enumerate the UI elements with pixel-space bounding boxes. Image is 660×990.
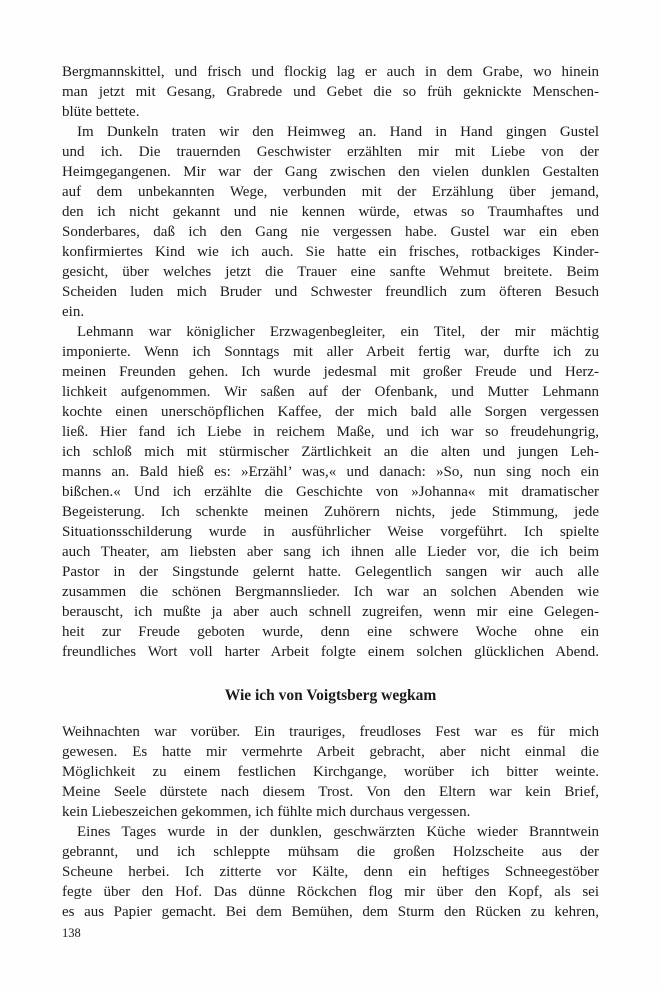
- text-line: fegte über den Hof. Das dünne Röckchen flog mir über den Kopf, als sei: [62, 884, 599, 900]
- text-line: Scheune herbei. Ich zitterte vor Kälte, denn ein heftiges Schneegestöber: [62, 864, 599, 880]
- text-line: Meine Seele dürstete nach diesem Trost. Von den Eltern war kein Brief,: [62, 784, 599, 800]
- page-number: 138: [62, 926, 81, 940]
- text-line: kochte einen unerschöpflichen Kaffee, der mich bald alle Sorgen vergessen: [62, 404, 599, 420]
- text-line: Heimgegangenen. Mir war der Gang zwischen den vielen dunklen Gestalten: [62, 164, 599, 180]
- section-heading: Wie ich von Voigtsberg wegkam: [224, 687, 437, 704]
- text-line: man jetzt mit Gesang, Grabrede und Gebet die so früh geknickte Menschen-: [62, 84, 599, 100]
- text-line: Eines Tages wurde in der dunklen, geschwärzten Küche wieder Branntwein: [77, 824, 599, 840]
- text-line: Möglichkeit zu einem festlichen Kirchgange, worüber ich bitter weinte.: [62, 764, 599, 780]
- text-line: meinen Freunden gehen. Ich wurde jedesmal mit großer Freude und Herz-: [62, 364, 599, 380]
- page-text: [62, 62, 599, 922]
- text-line: Situationsschilderung wurde in ausführlicher Weise vorgeführt. Ich spielte: [62, 524, 599, 540]
- paragraph: [62, 322, 599, 662]
- text-line: kein Liebeszeichen gekommen, ich fühlte mich durchaus vergessen.: [62, 804, 471, 820]
- text-line: zusammen die schönen Bergmannslieder. Ich war an solchen Abenden wie: [62, 584, 599, 600]
- paragraph: [62, 722, 599, 822]
- text-line: heit zur Freude geboten wurde, denn eine schwere Woche ohne ein: [62, 624, 599, 640]
- text-line: blüte bettete.: [62, 104, 140, 120]
- text-line: gebrannt, und ich schleppte mühsam die großen Holzscheite aus der: [62, 844, 599, 860]
- text-line: bißchen.« Und ich erzählte die Geschichte von »Johanna« mit dramatischer: [62, 484, 599, 500]
- paragraph: [62, 122, 599, 322]
- paragraph: [62, 62, 599, 122]
- text-line: den ich nicht gekannt und nie kennen würde, etwas so Traumhaftes und: [62, 204, 599, 220]
- text-line: Pastor in der Singstunde gelernt hatte. Gelegentlich sangen wir auch alle: [62, 564, 599, 580]
- text-line: Scheiden luden mich Bruder und Schwester freundlich zum öfteren Besuch: [62, 284, 599, 300]
- text-line: es aus Papier gemacht. Bei dem Bemühen, dem Sturm den Rücken zu kehren,: [62, 904, 599, 920]
- text-line: manns an. Bald hieß es: »Erzähl’ was,« und danach: »So, nun sing noch ein: [62, 464, 599, 480]
- text-line: und ich. Die trauernden Geschwister erzählten mir mit Liebe von der: [62, 144, 599, 160]
- text-line: lichkeit aufgenommen. Wir saßen auf der Ofenbank, und Mutter Lehmann: [62, 384, 599, 400]
- text-line: konfirmiertes Kind wie ich auch. Sie hatte ein frisches, rotbackiges Kinder-: [62, 244, 599, 260]
- text-line: Weihnachten war vorüber. Ein trauriges, freudloses Fest war es für mich: [62, 724, 599, 740]
- text-line: Begeisterung. Ich schenkte meinen Zuhörern nichts, jede Stimmung, jede: [62, 504, 599, 520]
- text-line: auf dem unbekannten Wege, verbunden mit der Erzählung über jemand,: [62, 184, 599, 200]
- text-line: ein.: [62, 304, 85, 320]
- text-line: gesicht, über welches jetzt die Trauer eine sanfte Wehmut breitete. Beim: [62, 264, 599, 280]
- text-line: Im Dunkeln traten wir den Heimweg an. Hand in Hand gingen Gustel: [77, 124, 599, 140]
- text-line: imponierte. Wenn ich Sonntags mit aller Arbeit fertig war, durfte ich zu: [62, 344, 599, 360]
- text-line: ließ. Hier fand ich Liebe in reichem Maße, und ich war so freudehungrig,: [62, 424, 599, 440]
- text-line: auch Theater, am liebsten aber sang ich ihnen alle Lieder vor, die ich beim: [62, 544, 599, 560]
- paragraph: [62, 822, 599, 922]
- text-line: ich schloß mich mit stürmischer Zärtlichkeit an die alten und jungen Leh-: [62, 444, 599, 460]
- text-line: berauscht, ich mußte ja aber auch schnell zugreifen, wenn mir eine Gelegen-: [62, 604, 599, 620]
- text-line: Sonderbares, daß ich den Gang nie vergessen habe. Gustel war ein eben: [62, 224, 599, 240]
- text-line: freundliches Wort voll harter Arbeit folgte einem solchen glücklichen Abend.: [62, 644, 599, 660]
- text-line: gewesen. Es hatte mir vermehrte Arbeit gebracht, aber nicht einmal die: [62, 744, 599, 760]
- text-line: Lehmann war königlicher Erzwagenbegleiter, ein Titel, der mir mächtig: [77, 324, 599, 340]
- text-line: Bergmannskittel, und frisch und flockig lag er auch in dem Grabe, wo hinein: [62, 64, 599, 80]
